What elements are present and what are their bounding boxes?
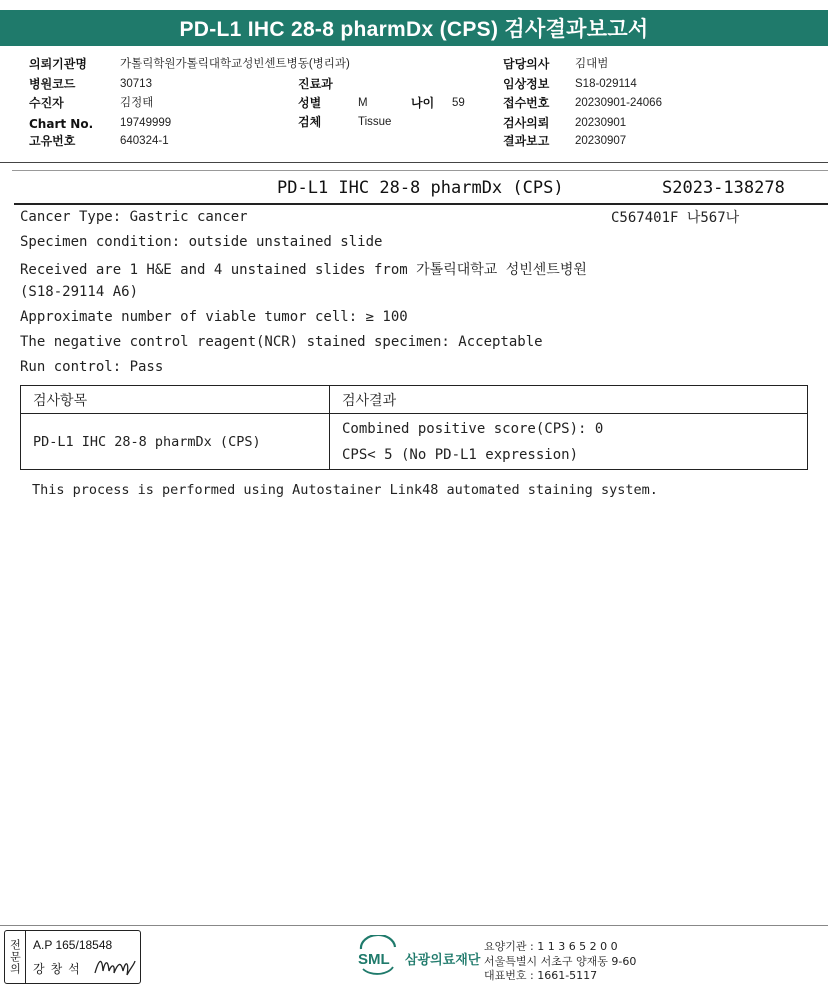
header-divider — [0, 162, 828, 163]
unique-no-label: 고유번호 — [29, 134, 76, 148]
stamp-specialist-label: 전문의 — [5, 931, 26, 983]
sex-label: 성별 — [298, 96, 322, 110]
age-label: 나이 — [411, 96, 435, 110]
process-note: This process is performed using Autostainer Link48 automated staining system. — [32, 482, 658, 498]
receipt-no-value: 20230901-24066 — [575, 97, 662, 109]
table-header-result: 검사결과 — [330, 386, 808, 414]
unique-no-value: 640324-1 — [120, 135, 169, 147]
svg-text:SML: SML — [358, 951, 390, 968]
chart-no-value: 19749999 — [120, 117, 172, 129]
negative-control-line: The negative control reagent(NCR) stained specimen: Acceptable — [20, 334, 543, 350]
sml-logo-icon — [355, 935, 401, 975]
stamp-pathologist-name: 강창석 — [33, 962, 86, 976]
hospital-code-value: 30713 — [120, 78, 152, 90]
result-table — [20, 385, 808, 470]
sex-value: M — [358, 97, 368, 109]
doctor-label: 담당의사 — [503, 57, 550, 71]
title-underline — [14, 203, 828, 205]
table-result-cps: Combined positive score(CPS): 0 — [330, 414, 808, 442]
request-date-value: 20230901 — [575, 117, 627, 129]
sample-code: C567401F 나567나 — [611, 210, 740, 226]
specimen-label: 검체 — [298, 115, 322, 129]
pathologist-stamp — [4, 930, 141, 984]
clinical-info-value: S18-029114 — [575, 78, 637, 90]
receipt-no-label: 접수번호 — [503, 96, 550, 110]
hospital-code-label: 병원코드 — [29, 77, 76, 91]
chart-no-label: Chart No. — [29, 117, 94, 131]
footer-divider — [0, 925, 828, 926]
received-line: Received are 1 H&E and 4 unstained slides from 가톨릭대학교 성빈센트병원 — [20, 262, 587, 278]
institution-value: 가톨릭학원가톨릭대학교성빈센트병동(병리과) — [120, 58, 350, 70]
representative-number: 대표번호 : 1661-5117 — [484, 969, 598, 982]
signature-icon — [93, 953, 137, 979]
result-date-label: 결과보고 — [503, 134, 550, 148]
age-value: 59 — [452, 97, 465, 109]
table-test-item: PD-L1 IHC 28-8 pharmDx (CPS) — [21, 414, 330, 470]
clinical-info-label: 임상정보 — [503, 77, 550, 91]
table-result-interpretation: CPS< 5 (No PD-L1 expression) — [330, 442, 808, 470]
stamp-ap-number: A.P 165/18548 — [33, 938, 113, 952]
doctor-value: 김대범 — [575, 58, 609, 70]
institution-label: 의뢰기관명 — [29, 57, 87, 71]
table-header-item: 검사항목 — [21, 386, 330, 414]
result-date-value: 20230907 — [575, 135, 627, 147]
test-number: S2023-138278 — [662, 178, 785, 198]
report-title-banner: PD-L1 IHC 28-8 pharmDx (CPS) 검사결과보고서 — [0, 10, 828, 46]
department-label: 진료과 — [298, 77, 333, 91]
cancer-type-line: Cancer Type: Gastric cancer — [20, 209, 248, 225]
specimen-value: Tissue — [358, 116, 392, 128]
run-control-line: Run control: Pass — [20, 359, 164, 375]
foundation-name: 삼광의료재단 — [405, 953, 481, 968]
institution-code: 요양기관 : 1 1 3 6 5 2 0 0 — [484, 940, 618, 953]
patient-value: 김정태 — [120, 97, 154, 109]
request-date-label: 검사의뢰 — [503, 116, 550, 130]
test-name-title: PD-L1 IHC 28-8 pharmDx (CPS) — [277, 178, 564, 198]
patient-label: 수진자 — [29, 96, 64, 110]
body-top-divider — [12, 170, 828, 171]
slide-id-line: (S18-29114 A6) — [20, 284, 139, 300]
tumor-cell-line: Approximate number of viable tumor cell: ≥ 100 — [20, 309, 408, 325]
foundation-address: 서울특별시 서초구 양재동 9-60 — [484, 955, 637, 968]
specimen-condition-line: Specimen condition: outside unstained slide — [20, 234, 383, 250]
